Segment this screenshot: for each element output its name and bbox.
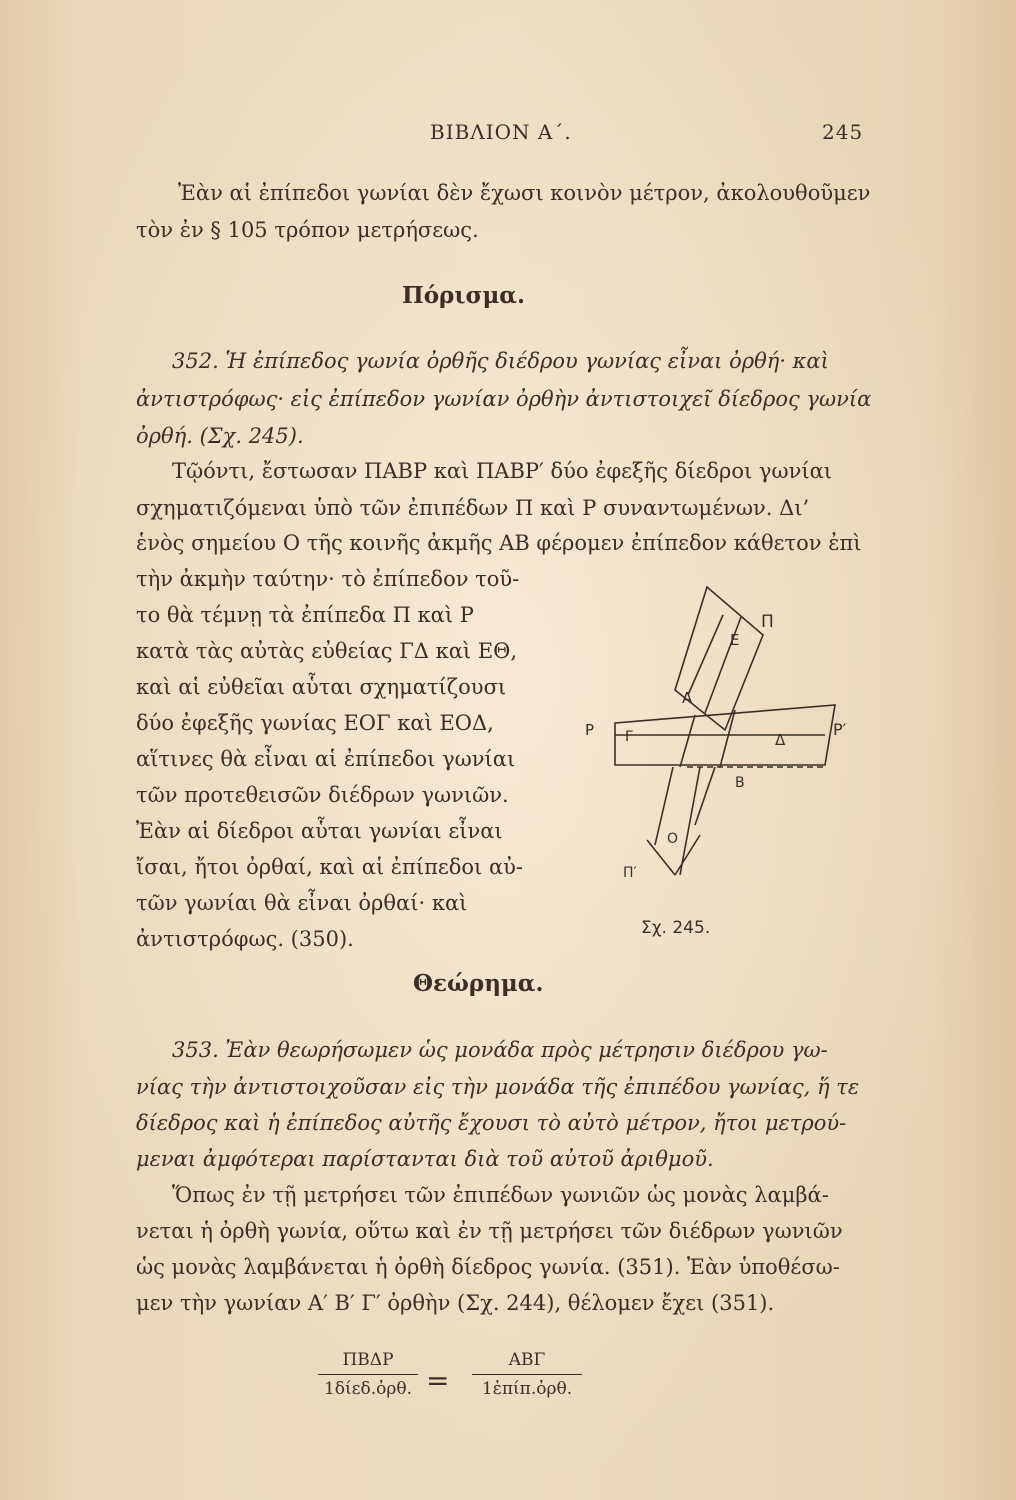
- heading-theorema: Θεώρημα.: [413, 970, 544, 997]
- figure-245-diagram: [585, 575, 875, 940]
- line-cross2: [720, 710, 735, 767]
- proof-line-10: τῶν προτεθεισῶν διέδρων γωνιῶν.: [136, 783, 509, 807]
- fraction-right-denominator: 1ἐπίπ.ὀρθ.: [481, 1379, 573, 1399]
- label-d: Δ: [775, 731, 786, 749]
- proof-line-4: τὴν ἀκμὴν ταύτην· τὸ ἐπίπεδον τοῦ-: [136, 567, 520, 591]
- intro-line-1: Ἐὰν αἱ ἐπίπεδοι γωνίαι δὲν ἔχωσι κοινὸν μέτρον, ἀκολουθοῦμεν: [178, 181, 871, 205]
- equals-sign: =: [426, 1364, 450, 1397]
- proof-line-1: Τῷόντι, ἔστωσαν ΠΑΒΡ καὶ ΠΑΒΡ′ δύο ἐφεξῆς δίεδροι γωνίαι: [172, 459, 833, 483]
- label-rp: Ρ′: [833, 720, 847, 739]
- p353-line-4: μεναι ἀμφότεραι παρίστανται διὰ τοῦ αὐτοῦ ἀριθμοῦ.: [136, 1147, 714, 1171]
- label-a: Α: [682, 689, 693, 707]
- fraction-right-numerator: ΑΒΓ: [472, 1350, 582, 1375]
- proof-line-9: αἵτινες θὰ εἶναι αἱ ἐπίπεδοι γωνίαι: [136, 747, 516, 771]
- proof-line-2: σχηματιζόμεναι ὑπὸ τῶν ἐπιπέδων Π καὶ Ρ συναντωμένων. Δι’: [136, 496, 810, 520]
- plane-p-outline: [675, 587, 763, 730]
- fraction-left-numerator: ΠΒΔΡ: [318, 1350, 418, 1375]
- fraction-left-denominator: 1δίεδ.ὀρθ.: [323, 1379, 413, 1399]
- proof-line-7: καὶ αἱ εὐθεῖαι αὗται σχηματίζουσι: [136, 675, 507, 699]
- proof-line-5: το θὰ τέμνῃ τὰ ἐπίπεδα Π καὶ Ρ: [136, 603, 474, 627]
- label-b: Β: [735, 775, 745, 791]
- p353-line-3: δίεδρος καὶ ἡ ἐπίπεδος αὐτῆς ἔχουσι τὸ αὐτὸ μέτρον, ἤτοι μετρού-: [136, 1111, 847, 1135]
- label-pp: Π′: [623, 865, 637, 881]
- p353b-line-2: νεται ἡ ὀρθὴ γωνία, οὕτω καὶ ἐν τῇ μετρήσει τῶν διέδρων γωνιῶν: [136, 1219, 843, 1243]
- p353-line-1: 353. Ἐὰν θεωρήσωμεν ὡς μονάδα πρὸς μέτρησιν διέδρου γω-: [172, 1038, 828, 1062]
- proof-line-13: τῶν γωνίαι θὰ εἶναι ὀρθαί· καὶ: [136, 891, 468, 915]
- line-cross: [680, 715, 695, 767]
- p352-line-1: 352. Ἡ ἐπίπεδος γωνία ὀρθῆς διέδρου γωνίας εἶναι ὀρθή· καὶ: [172, 349, 829, 373]
- proof-line-6: κατὰ τὰς αὐτὰς εὐθείας ΓΔ καὶ ΕΘ,: [136, 639, 518, 663]
- label-e: Ε: [730, 631, 740, 649]
- intro-line-2: τὸν ἐν § 105 τρόπον μετρήσεως.: [136, 218, 479, 242]
- p353b-line-4: μεν τὴν γωνίαν Α′ Β′ Γ′ ὀρθὴν (Σχ. 244), θέλομεν ἔχει (351).: [136, 1291, 775, 1315]
- proof-line-3: ἑνὸς σημείου Ο τῆς κοινῆς ἀκμῆς ΑΒ φέρομεν ἐπίπεδον κάθετον ἐπὶ: [136, 531, 862, 555]
- p353-line-2: νίας τὴν ἀντιστοιχοῦσαν εἰς τὴν μονάδα τῆς ἐπιπέδου γωνίας, ἥ τε: [136, 1075, 860, 1099]
- p352-line-3: ὀρθή. (Σχ. 245).: [136, 424, 304, 448]
- p353b-line-3: ὡς μονὰς λαμβάνεται ἡ ὀρθὴ δίεδρος γωνία. (351). Ἐὰν ὑποθέσω-: [136, 1255, 840, 1279]
- page-number: 245: [822, 120, 864, 144]
- label-r: Ρ: [585, 721, 595, 739]
- label-o: Ο: [667, 831, 679, 847]
- label-g: Γ: [625, 729, 633, 745]
- running-header-title: ΒΙΒΛΙΟΝ Α΄.: [430, 120, 572, 144]
- label-p: Π: [761, 612, 774, 632]
- fraction-right: [472, 1350, 582, 1399]
- p352-line-2: ἀντιστρόφως· εἰς ἐπίπεδον γωνίαν ὀρθὴν ἀντιστοιχεῖ δίεδρος γωνία: [136, 387, 872, 411]
- proof-line-12: ἴσαι, ἤτοι ὀρθαί, καὶ αἱ ἐπίπεδοι αὐ-: [136, 855, 524, 879]
- heading-porisma: Πόρισμα.: [402, 282, 525, 309]
- proof-line-11: Ἐὰν αἱ δίεδροι αὗται γωνίαι εἶναι: [136, 819, 503, 843]
- figure-caption: Σχ. 245.: [641, 918, 711, 938]
- proof-line-14: ἀντιστρόφως. (350).: [136, 927, 354, 951]
- line-e: [688, 615, 723, 695]
- line-lower-5: [675, 835, 700, 875]
- fraction-left: [318, 1350, 418, 1399]
- p353b-line-1: Ὅπως ἐν τῇ μετρήσει τῶν ἐπιπέδων γωνιῶν ὡς μονὰς λαμβά-: [172, 1183, 829, 1207]
- proof-line-8: δύο ἐφεξῆς γωνίας ΕΟΓ καὶ ΕΟΔ,: [136, 711, 494, 735]
